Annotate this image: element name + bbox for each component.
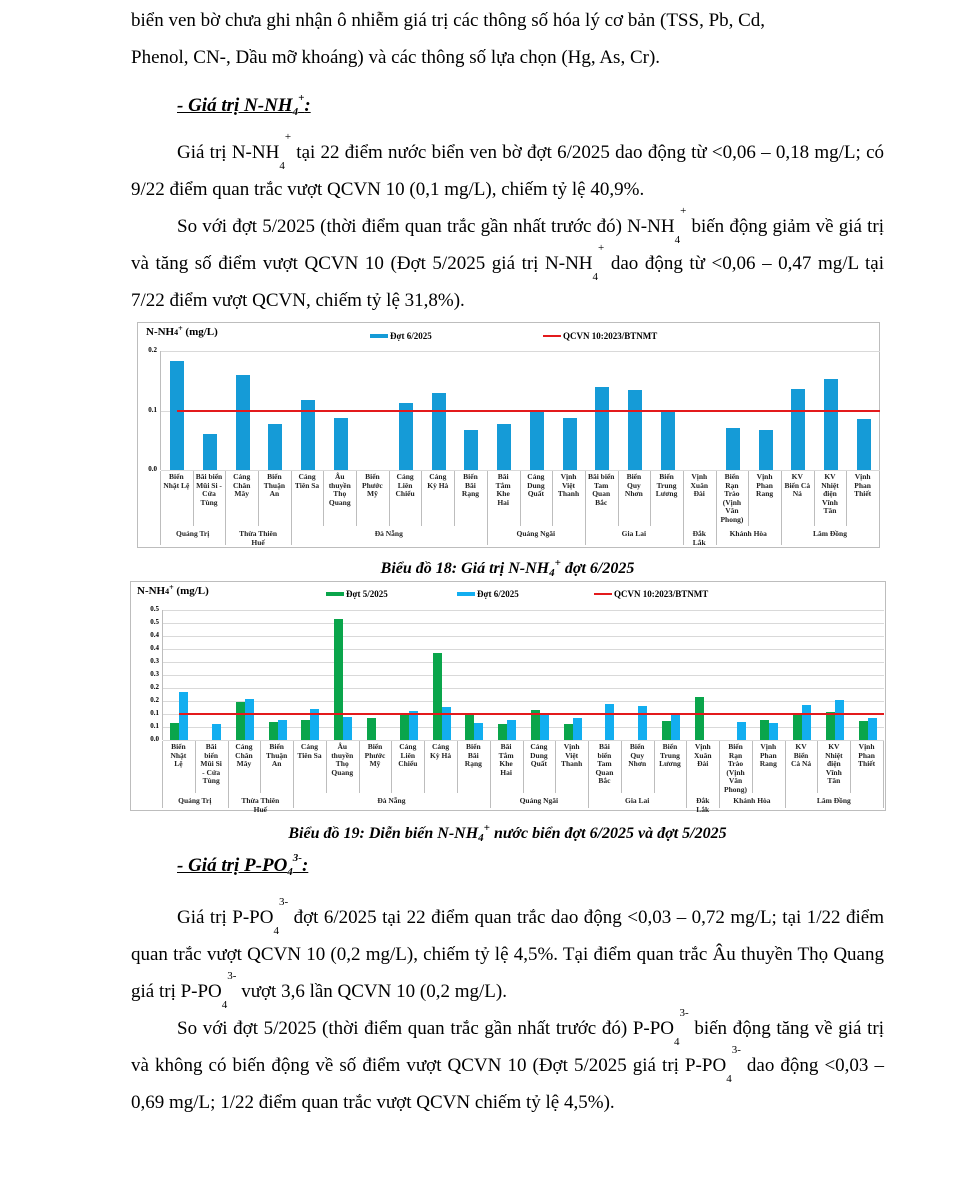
bar (563, 418, 577, 470)
legend-item (370, 331, 432, 341)
bar (301, 720, 310, 740)
po4-paragraph-2 (131, 1007, 884, 1121)
category-label: Âu thuyền Thọ Quang (328, 472, 351, 507)
gridline (163, 740, 884, 741)
bar (464, 430, 478, 470)
legend-line-icon (594, 593, 612, 595)
qcvn-reference-line (177, 410, 880, 412)
caption-19-tail: nước biển đợt 6/2025 và đợt 5/2025 (489, 825, 727, 842)
category-label: Cảng Tiên Sa (297, 742, 322, 760)
bar (334, 418, 348, 470)
bar (343, 717, 352, 740)
bar (245, 699, 254, 740)
legend-item (543, 331, 657, 341)
category-label: Vịnh Việt Thanh (561, 742, 583, 768)
y-tick-label: 0.0 (148, 465, 157, 473)
group-label: Đà Nẵng (374, 529, 403, 538)
category-label: Cảng Liên Chiểu (398, 742, 418, 768)
legend-label: QCVN 10:2023/BTNMT (614, 589, 709, 599)
gridline (163, 610, 884, 611)
caption-18-sub: 4 (549, 567, 555, 579)
category-label: KV Nhiệt điện Vĩnh Tân (821, 472, 839, 515)
category-label: Bãi biển Tam Quan Bắc (595, 742, 614, 785)
bar (661, 411, 675, 471)
group-label: Quảng Ngãi (519, 796, 559, 805)
group-label: Quảng Trị (178, 796, 212, 805)
bar (498, 724, 507, 740)
gridline (163, 636, 884, 637)
category-label: Biển Bãi Rạng (461, 472, 479, 498)
category-label: Bãi biển Mũi Si - Cửa Tùng (200, 742, 222, 785)
bar (465, 715, 474, 740)
category-label: Cảng Dung Quất (527, 472, 545, 498)
group-label: Đắk Lắk (696, 796, 710, 814)
bar (564, 724, 573, 740)
bar (835, 700, 844, 740)
y-tick-label: 0.2 (150, 696, 159, 704)
category-label: Vịnh Xuân Đài (693, 742, 712, 768)
category-separator (879, 471, 880, 545)
category-label: Biển Thuận An (266, 742, 288, 768)
bar (638, 706, 647, 740)
category-label: Cảng Liên Chiểu (395, 472, 415, 498)
bar (802, 705, 811, 740)
category-label: Vịnh Phan Rang (759, 742, 777, 768)
bar (474, 723, 483, 740)
bar (859, 721, 868, 741)
bar (433, 653, 442, 740)
group-label: Gia Lai (621, 529, 647, 538)
bar (573, 718, 582, 740)
legend-item (457, 589, 519, 599)
category-label: Cảng Kỳ Hà (430, 742, 452, 760)
category-label: Biển Phước Mỹ (362, 472, 383, 498)
y-tick-label: 0.3 (150, 657, 159, 665)
bar (432, 393, 446, 470)
bar (791, 389, 805, 470)
gridline (163, 688, 884, 689)
bar (236, 375, 250, 470)
legend-label: QCVN 10:2023/BTNMT (563, 331, 658, 341)
group-label: Khánh Hòa (729, 529, 767, 538)
legend-item (326, 589, 388, 599)
legend-swatch-icon (457, 592, 475, 596)
bar (278, 720, 287, 740)
category-label: Cảng Chân Mây (232, 472, 251, 498)
po4-heading-text: - Giá trị P-PO (177, 855, 288, 876)
category-label: Âu thuyền Thọ Quang (331, 742, 354, 777)
bar (826, 712, 835, 740)
bar (507, 720, 516, 740)
chart-18 (137, 322, 880, 548)
category-label: Biển Bãi Rạng (464, 742, 482, 768)
category-label: Cảng Tiên Sa (294, 472, 320, 490)
bar (179, 692, 188, 740)
legend-swatch-icon (326, 592, 344, 596)
bar (268, 424, 282, 470)
y-tick-label: 0.2 (150, 683, 159, 691)
category-label: Biển Quy Nhơn (624, 472, 643, 498)
legend-label: Đợt 5/2025 (346, 589, 388, 599)
nh4-sup: + (298, 92, 305, 104)
y-tick-label: 0.5 (150, 605, 159, 613)
category-label: Cảng Kỳ Hà (427, 472, 449, 490)
caption-18-tail: đợt 6/2025 (560, 560, 635, 577)
nh4-p1-text: Giá trị N-NH4+ tại 22 điểm nước biển ven bờ đợt 6/2025 dao động từ <0,06 – 0,18 mg/L; có 9/22 điểm quan trắc vượt QCVN 10 (0,1 mg/L), chiếm tỷ lệ 40,9%. (131, 131, 884, 200)
group-label: Lâm Đồng (812, 529, 847, 538)
po4-sup: 3- (292, 852, 302, 864)
nh4-paragraph-2 (131, 205, 884, 319)
group-label: Đắk Lắk (692, 529, 706, 547)
bar (399, 403, 413, 470)
bar (695, 697, 704, 740)
gridline (163, 662, 884, 663)
nh4-heading-text: - Giá trị N-NH (177, 95, 293, 116)
bar (203, 434, 217, 470)
bar (671, 715, 680, 740)
bar (212, 724, 221, 740)
category-label: Biển Nhật Lệ (170, 742, 187, 768)
gridline (161, 351, 880, 352)
category-label: KV Biển Cà Ná (790, 742, 812, 768)
category-label: Biển Rạn Trào (Vịnh Vân Phong) (724, 742, 747, 794)
intro-paragraph (131, 2, 884, 76)
bar (236, 702, 245, 740)
legend-item (594, 589, 708, 599)
category-label: Bãi Tắm Khe Hai (498, 742, 514, 777)
legend-line-icon (543, 335, 561, 337)
group-label: Lâm Đồng (816, 796, 851, 805)
bar (662, 721, 671, 741)
group-label: Quảng Ngãi (516, 529, 556, 538)
bar (793, 713, 802, 740)
category-label: Cảng Chân Mây (235, 742, 253, 768)
category-label: Bãi biển Tam Quan Bắc (587, 472, 615, 507)
plot-area (150, 605, 884, 743)
y-tick-label: 0.5 (150, 618, 159, 626)
y-tick-label: 0.2 (148, 346, 157, 354)
po4-heading: - Giá trị $P-PO4^{3-}$: (177, 852, 309, 878)
gridline (163, 623, 884, 624)
legend-label: Đợt 6/2025 (390, 331, 432, 341)
category-label: Vịnh Việt Thanh (557, 472, 580, 498)
bar (442, 707, 451, 740)
bar (726, 428, 740, 470)
bar (605, 704, 614, 740)
po4-p2-text: So với đợt 5/2025 (thời điểm quan trắc gần nhất trước đó) $P-PO4^{3-}$ biến động tăng về giá trị và không có biến động về số điểm vượt QCVN 10 (Đợt 5/2025 giá trị $P-PO4^{3-}$ dao động <0,03 – 0,69 mg/L; 1/22 điểm quan trắc vượt QCVN chiếm tỷ lệ 4,5%). (131, 1007, 884, 1113)
group-label: Đà Nẵng (377, 796, 406, 805)
category-label: KV Biển Cà Ná (784, 472, 811, 498)
category-label: Biển Phước Mỹ (364, 742, 386, 768)
category-label: Bãi biển Mũi Si - Cửa Tùng (195, 472, 223, 507)
bar (824, 379, 838, 470)
y-axis-title: N-NH4+ (mg/L) (146, 324, 218, 338)
bar (540, 715, 549, 740)
bar (497, 424, 511, 470)
category-label: Bãi Tắm Khe Hai (495, 472, 511, 507)
nh4-heading: - Giá trị N-NH4+: (177, 92, 311, 118)
bar (170, 723, 179, 740)
legend-label: Đợt 6/2025 (477, 589, 519, 599)
y-tick-label: 0.4 (150, 644, 159, 652)
caption-18-sup: + (554, 557, 561, 569)
group-label: Gia Lai (624, 796, 650, 805)
intro-line-1: biển ven bờ chưa ghi nhận ô nhiễm giá trị các thông số hóa lý cơ bản (TSS, Pb, Cd, (131, 10, 766, 31)
bar (334, 619, 343, 740)
bar (857, 419, 871, 470)
category-separator (883, 741, 884, 808)
bar (760, 720, 769, 740)
intro-line-2: Phenol, CN-, Dầu mỡ khoáng) và các thông số lựa chọn (Hg, As, Cr). (131, 47, 661, 68)
category-label: Vịnh Phan Thiết (858, 742, 876, 768)
category-label: Vịnh Phan Thiết (854, 472, 872, 498)
category-label: Biển Thuận An (263, 472, 285, 498)
caption-19-sup: + (483, 822, 490, 834)
caption-chart-18 (131, 557, 884, 579)
bar (170, 361, 184, 470)
nh4-paragraph-1 (131, 131, 884, 208)
category-label: Biển Nhật Lệ (163, 472, 190, 490)
nh4-sub: 4 (292, 106, 299, 118)
y-tick-label: 0.4 (150, 631, 159, 639)
chart-19 (130, 581, 886, 814)
category-label: Biển Quy Nhơn (628, 742, 647, 768)
bar (367, 718, 376, 740)
nh4-p2-text: So với đợt 5/2025 (thời điểm quan trắc gần nhất trước đó) N-NH4+ biến động giảm về giá trị và tăng số điểm vượt QCVN 10 (Đợt 5/2025 giá trị N-NH4+ dao động từ <0,06 – 0,47 mg/L tại 7/22 điểm vượt QCVN, chiếm tỷ lệ 31,8%). (131, 205, 884, 311)
category-label: Biển Trung Lương (659, 742, 681, 768)
y-tick-label: 0.1 (150, 722, 159, 730)
plot-area (148, 346, 880, 473)
category-label: KV Nhiệt điện Vĩnh Tân (825, 742, 843, 785)
qcvn-reference-line (179, 713, 884, 715)
bar (628, 390, 642, 470)
caption-19-sub: 4 (478, 832, 484, 844)
legend-swatch-icon (370, 334, 388, 338)
bar (269, 722, 278, 740)
po4-paragraph-1 (131, 896, 885, 1011)
caption-19-text: Biểu đồ 19: Diễn biến N-NH (288, 825, 479, 842)
gridline (163, 649, 884, 650)
group-label: Khánh Hòa (733, 796, 771, 805)
bar (737, 722, 746, 740)
category-label: Biển Trung Lương (655, 472, 678, 498)
y-tick-label: 0.3 (150, 670, 159, 678)
bar (400, 715, 409, 740)
bar (530, 411, 544, 471)
gridline (161, 470, 880, 471)
caption-chart-19 (131, 822, 884, 844)
po4-p1-text: Giá trị $P-PO4^{3-}$ đợt 6/2025 tại 22 điểm quan trắc dao động <0,03 – 0,72 mg/L; tại 1/22 điểm quan trắc vượt QCVN 10 (0,2 mg/L), chiếm tỷ lệ 4,5%. Tại điểm quan trắc Âu thuyền Thọ Quang giá trị $P-PO4^{3-}$ vượt 3,6 lần QCVN 10 (0,2 mg/L). (131, 896, 885, 1011)
y-tick-label: 0.0 (150, 735, 159, 743)
y-axis-title: N-NH4+ (mg/L) (137, 583, 209, 597)
caption-18-text: Biểu đồ 18: Giá trị N-NH (380, 560, 550, 577)
bar (595, 387, 609, 470)
group-label: Quảng Trị (176, 529, 210, 538)
y-tick-label: 0.1 (150, 709, 159, 717)
category-label: Cảng Dung Quất (530, 742, 548, 768)
bar (409, 711, 418, 740)
gridline (163, 675, 884, 676)
bar (759, 430, 773, 470)
gridline (163, 701, 884, 702)
category-label: Vịnh Xuân Đài (690, 472, 708, 498)
po4-sub: 4 (287, 866, 293, 878)
bar (868, 718, 877, 740)
y-tick-label: 0.1 (148, 405, 157, 414)
group-label: Thừa Thiên Huế (239, 529, 277, 547)
category-label: Biển Rạn Trào (Vịnh Vân Phong) (720, 472, 744, 524)
group-label: Thừa Thiên Huế (241, 796, 280, 814)
category-label: Vịnh Phan Rang (756, 472, 774, 498)
bar (769, 723, 778, 740)
